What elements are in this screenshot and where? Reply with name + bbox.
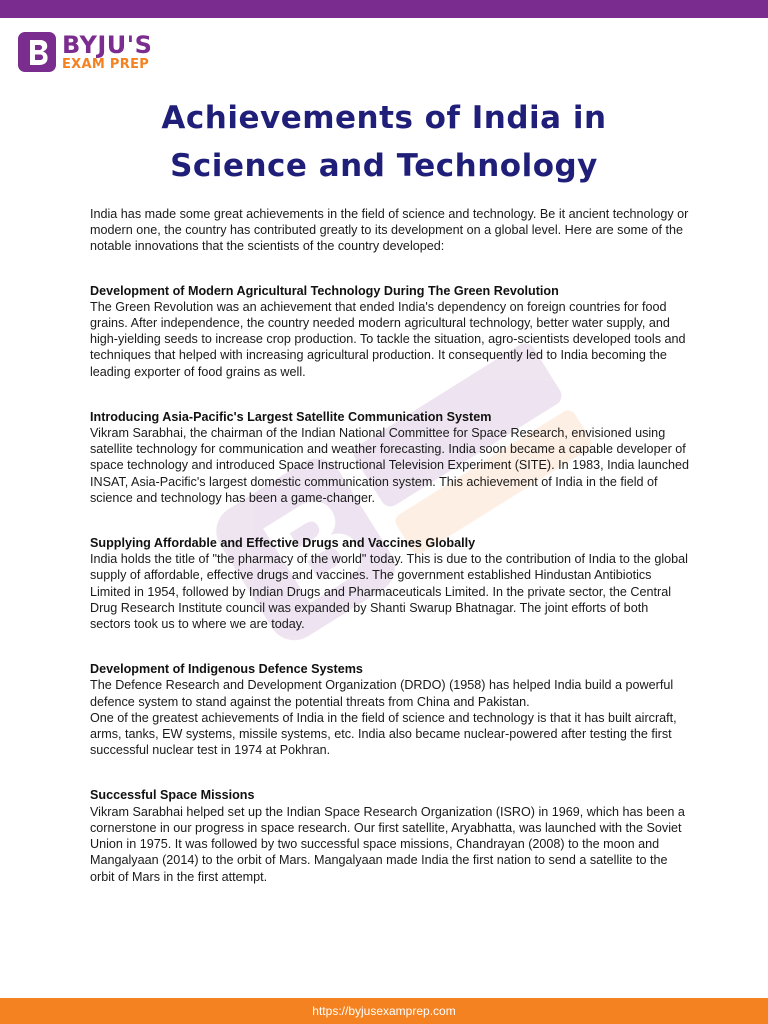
section-heading: Supplying Affordable and Effective Drugs and Vaccines Globally xyxy=(90,536,476,551)
brand-name: BYJU'S xyxy=(62,31,153,59)
section-green-revolution xyxy=(90,283,690,380)
footer-bar xyxy=(0,998,768,1024)
section-paragraph: Vikram Sarabhai, the chairman of the Indian National Committee for Space Research, envisioned using satellite technology for communication and weather forecasting. India soon became a capable developer of space technology and introduced Space Instructional Television Experiment (SITE). In 1983, India launched INSAT, Asia-Pacific's largest domestic communication system. This achievement of India in the field of science and technology has been a game-changer. xyxy=(90,426,690,505)
section-space-missions xyxy=(90,787,690,884)
brand-logo-icon xyxy=(18,32,56,72)
section-heading: Successful Space Missions xyxy=(90,788,255,803)
top-color-bar xyxy=(0,0,768,18)
section-heading: Development of Modern Agricultural Technology During The Green Revolution xyxy=(90,283,559,298)
page-title-line-1: Achievements of India in xyxy=(161,100,607,136)
section-paragraph: The Green Revolution was an achievement that ended India's dependency on foreign countries for food grains. After independence, the country needed modern agricultural technology, better water supply, and high-yielding seeds to increase crop production. To tackle the situation, agro-scientists developed tools and techniques that helped with increasing agricultural production. It consequently led to India becoming the leading exporter of food grains as well. xyxy=(90,299,686,379)
section-paragraph: The Defence Research and Development Organization (DRDO) (1958) has helped India build a powerful defence system to stand against the potential threats from China and Pakistan. xyxy=(90,678,674,709)
page-title-line-2: Science and Technology xyxy=(170,148,598,184)
section-paragraph: One of the greatest achievements of India in the field of science and technology is that it has built aircraft, arms, tanks, EW systems, missile systems, etc. India also became nuclear-powered after testing the first successful nuclear test in 1974 at Pokhran. xyxy=(90,710,677,758)
section-drugs-vaccines xyxy=(90,535,690,632)
section-heading: Introducing Asia-Pacific's Largest Satellite Communication System xyxy=(90,409,492,424)
page-title xyxy=(0,94,768,190)
brand-subtitle: EXAM PREP xyxy=(62,57,150,72)
section-paragraph: Vikram Sarabhai helped set up the Indian Space Research Organization (ISRO) in 1969, which has been a cornerstone in our progress in space research. Our first satellite, Aryabhatta, was launched with the Soviet Union in 1975. It was followed by two successful space missions, Chandrayan (2008) to the moon and Mangalyaan (2014) to the orbit of Mars. Mangalyaan made India the first nation to send a satellite to the orbit of Mars in the first attempt. xyxy=(90,804,685,884)
section-paragraph: India holds the title of "the pharmacy of the world" today. This is due to the contribution of India to the global supply of affordable, effective drugs and vaccines. The government established Hindustan Antibiotics Limited in 1954, followed by Indian Drugs and Pharmaceuticals Limited. In the private sector, the Central Drug Research Institute council was expanded by Shanti Swarup Bhatnagar. The joint efforts of both sectors took us to where we are today. xyxy=(90,552,688,632)
brand-logo xyxy=(18,30,152,74)
section-defence-systems xyxy=(90,661,690,758)
section-heading: Development of Indigenous Defence Systems xyxy=(90,662,363,677)
footer-url-link[interactable]: https://byjusexamprep.com xyxy=(312,1004,456,1018)
intro-paragraph: India has made some great achievements in the field of science and technology. Be it ancient technology or modern one, the country has contributed greatly to its development on a global level. Here are some of the notable innovations that the scientists of the country developed: xyxy=(90,207,689,254)
article-body xyxy=(90,206,690,914)
section-satellite-communication xyxy=(90,409,690,506)
